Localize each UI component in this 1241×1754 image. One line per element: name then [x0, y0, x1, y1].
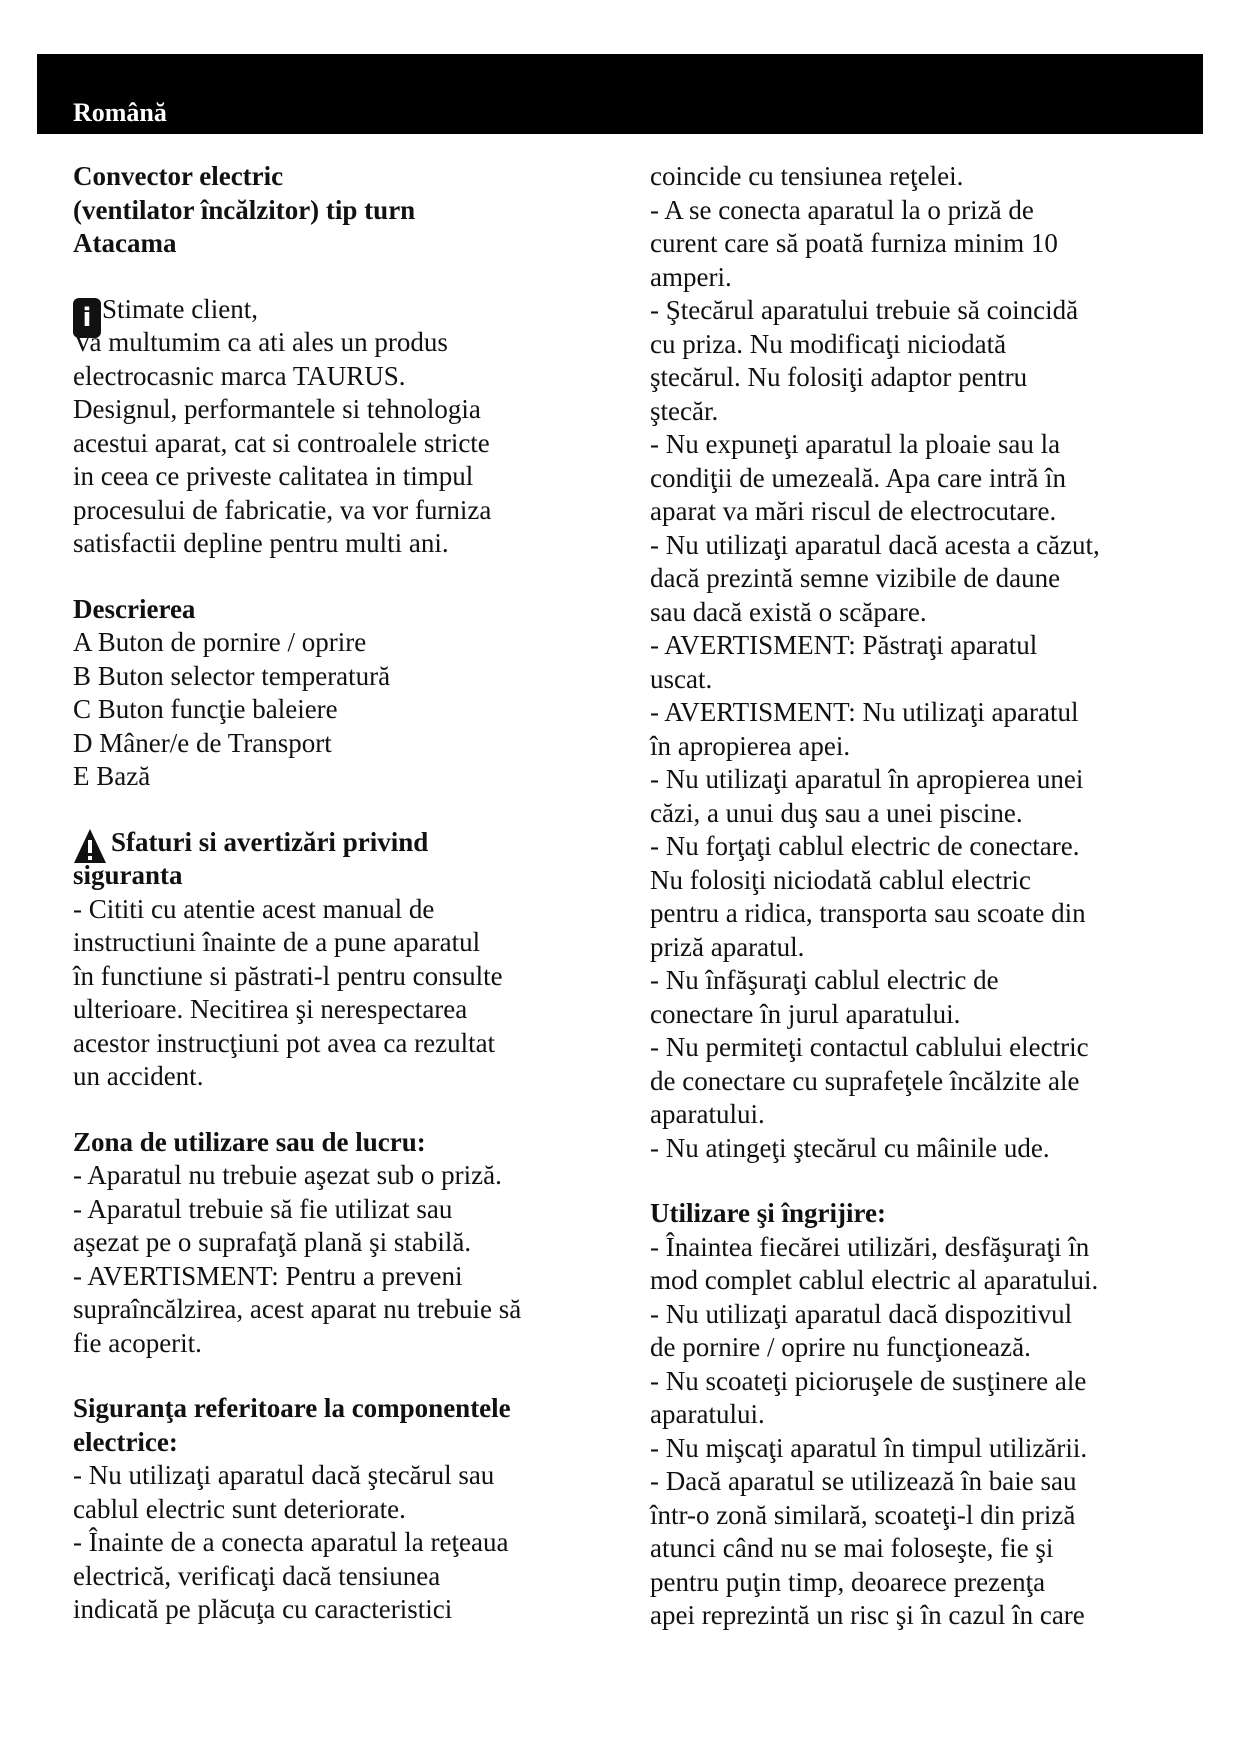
safety-line: ulterioare. Necitirea şi nerespectarea	[73, 994, 468, 1024]
electrical-line: - Înainte de a conecta aparatul la reţeaua	[73, 1527, 509, 1557]
electrical-line: indicată pe plăcuţa cu caracteristici	[73, 1594, 453, 1624]
electrical-line: ştecăr.	[650, 395, 719, 426]
electrical-line: cu priza. Nu modificaţi niciodată	[650, 328, 1007, 359]
safety-heading-line	[73, 826, 603, 860]
electrical-line: condiţii de umezeală. Apa care intră în	[650, 462, 1067, 493]
usage-zone-line: - Aparatul nu trebuie aşezat sub o priză.	[73, 1160, 502, 1190]
electrical-line: - Nu înfăşuraţi cablul electric de	[650, 965, 999, 995]
electrical-line: pentru a ridica, transporta sau scoate din	[650, 898, 1086, 928]
care-line: atunci când nu se mai foloseşte, fie şi	[650, 1533, 1054, 1563]
electrical-line: dacă prezintă semne vizibile de daune	[650, 563, 1061, 593]
intro-line: Designul, performantele si tehnologia	[73, 394, 481, 424]
safety-heading-line: siguranta	[73, 860, 183, 890]
usage-zone-line: aşezat pe o suprafaţă plană şi stabilă.	[73, 1227, 472, 1257]
electrical-line: de conectare cu suprafeţele încălzite ale	[650, 1065, 1080, 1096]
care-line: mod complet cablul electric al aparatului.	[650, 1265, 1099, 1295]
usage-zone-line: fie acoperit.	[73, 1327, 202, 1358]
electrical-section	[73, 1392, 603, 1627]
description-heading: Descrierea	[73, 593, 196, 624]
care-line: de pornire / oprire nu funcţionează.	[650, 1332, 1031, 1362]
electrical-line: în apropierea apei.	[650, 730, 851, 761]
intro-line: in ceea ce priveste calitatea in timpul	[73, 461, 474, 491]
electrical-heading-line: Siguranţa referitoare la componentele	[73, 1393, 511, 1423]
electrical-line: aparatului.	[650, 1099, 765, 1129]
safety-line: - Cititi cu atentie acest manual de	[73, 893, 435, 924]
care-line: - Nu utilizaţi aparatul dacă dispozitivul	[650, 1298, 1073, 1329]
electrical-line: - AVERTISMENT: Nu utilizaţi aparatul	[650, 697, 1079, 727]
care-section	[650, 1197, 1205, 1633]
electrical-heading-line: electrice:	[73, 1426, 178, 1457]
safety-section	[73, 826, 603, 1094]
description-item: D Mâner/e de Transport	[73, 727, 332, 758]
safety-line: în functiune si păstrati-l pentru consulte	[73, 960, 503, 991]
electrical-line: ştecărul. Nu folosiţi adaptor pentru	[650, 362, 1028, 392]
info-icon: i	[73, 298, 101, 338]
electrical-line: - Nu forţaţi cablul electric de conectare.	[650, 831, 1080, 861]
electrical-line: electrică, verificaţi dacă tensiunea	[73, 1560, 441, 1591]
greeting-text: Stimate client,	[102, 293, 258, 324]
electrical-line: - Nu permiteţi contactul cablului electric	[650, 1032, 1089, 1062]
intro-section	[73, 293, 603, 561]
electrical-line: - Nu expuneţi aparatul la ploaie sau la	[650, 429, 1061, 459]
intro-line: acestui aparat, cat si controalele stricte	[73, 427, 490, 458]
care-line: apei reprezintă un risc şi în cazul în care	[650, 1600, 1085, 1630]
safety-line: un accident.	[73, 1061, 204, 1091]
electrical-line: - Ştecărul aparatului trebuie să coincidă	[650, 295, 1079, 325]
title-line: Convector electric	[73, 161, 284, 191]
electrical-line: amperi.	[650, 261, 732, 292]
care-line: - Nu mişcaţi aparatul în timpul utilizării.	[650, 1432, 1088, 1463]
care-line: - Înaintea fiecărei utilizări, desfăşuraţi în	[650, 1231, 1090, 1262]
care-line: - Nu scoateţi picioruşele de susţinere ale	[650, 1365, 1087, 1396]
intro-line: electrocasnic marca TAURUS.	[73, 360, 406, 391]
electrical-line: - Nu utilizaţi aparatul dacă ştecărul sau	[73, 1460, 495, 1490]
language-header-bar	[37, 54, 1203, 134]
language-label: Română	[73, 98, 167, 127]
electrical-line: căzi, a unui duş sau a unei piscine.	[650, 797, 1023, 828]
safety-heading-text: Sfaturi si avertizări privind	[111, 826, 429, 857]
product-title	[73, 160, 603, 261]
electrical-line: - Nu atingeţi ştecărul cu mâinile ude.	[650, 1132, 1050, 1163]
usage-zone-line: - Aparatul trebuie să fie utilizat sau	[73, 1193, 453, 1224]
electrical-line: cablul electric sunt deteriorate.	[73, 1493, 406, 1524]
care-line: aparatului.	[650, 1399, 765, 1429]
electrical-line: coincide cu tensiunea reţelei.	[650, 161, 964, 191]
spacer	[73, 1094, 603, 1126]
electrical-line: priză aparatul.	[650, 931, 805, 962]
electrical-line: sau dacă există o scăpare.	[650, 596, 927, 627]
electrical-line: - Nu utilizaţi aparatul în apropierea unei	[650, 764, 1084, 794]
care-line: într-o zonă similară, scoateţi-l din priză	[650, 1499, 1076, 1530]
left-column	[73, 160, 603, 1627]
spacer	[73, 561, 603, 593]
greeting-line	[73, 293, 603, 333]
care-line: pentru puţin timp, deoarece prezenţa	[650, 1566, 1046, 1597]
electrical-line: conectare în jurul aparatului.	[650, 998, 961, 1029]
description-item: C Buton funcţie baleiere	[73, 694, 338, 724]
electrical-line: Nu folosiţi niciodată cablul electric	[650, 864, 1031, 895]
safety-line: instructiuni înainte de a pune aparatul	[73, 927, 481, 957]
right-column	[650, 160, 1205, 1633]
intro-line: satisfactii depline pentru multi ani.	[73, 528, 449, 558]
intro-line: procesului de fabricatie, va vor furniza	[73, 494, 492, 525]
care-heading: Utilizare şi îngrijire:	[650, 1198, 886, 1228]
description-section	[73, 593, 603, 794]
description-item: E Bază	[73, 761, 151, 791]
electrical-line: - Nu utilizaţi aparatul dacă acesta a căzut,	[650, 529, 1100, 560]
electrical-line: - A se conecta aparatul la o priză de	[650, 194, 1034, 225]
description-item: A Buton de pornire / oprire	[73, 627, 367, 657]
spacer	[73, 1360, 603, 1392]
usage-zone-line: supraîncălzirea, acest aparat nu trebuie să	[73, 1294, 522, 1324]
intro-line: Va multumim ca ati ales un produs	[73, 327, 448, 357]
title-line: Atacama	[73, 228, 177, 258]
electrical-line: - AVERTISMENT: Păstraţi aparatul	[650, 630, 1038, 660]
description-item: B Buton selector temperatură	[73, 660, 391, 691]
care-line: - Dacă aparatul se utilizează în baie sau	[650, 1466, 1077, 1496]
electrical-line: curent care să poată furniza minim 10	[650, 228, 1058, 258]
safety-line: acestor instrucţiuni pot avea ca rezultat	[73, 1027, 496, 1058]
usage-zone-section	[73, 1126, 603, 1361]
usage-zone-heading: Zona de utilizare sau de lucru:	[73, 1126, 426, 1157]
electrical-continued	[650, 160, 1205, 1165]
title-line: (ventilator încălzitor) tip turn	[73, 194, 416, 225]
usage-zone-line: - AVERTISMENT: Pentru a preveni	[73, 1260, 463, 1291]
spacer	[73, 261, 603, 293]
electrical-line: uscat.	[650, 663, 713, 694]
spacer	[73, 794, 603, 826]
electrical-line: aparat va mări riscul de electrocutare.	[650, 496, 1057, 526]
spacer	[650, 1165, 1205, 1197]
